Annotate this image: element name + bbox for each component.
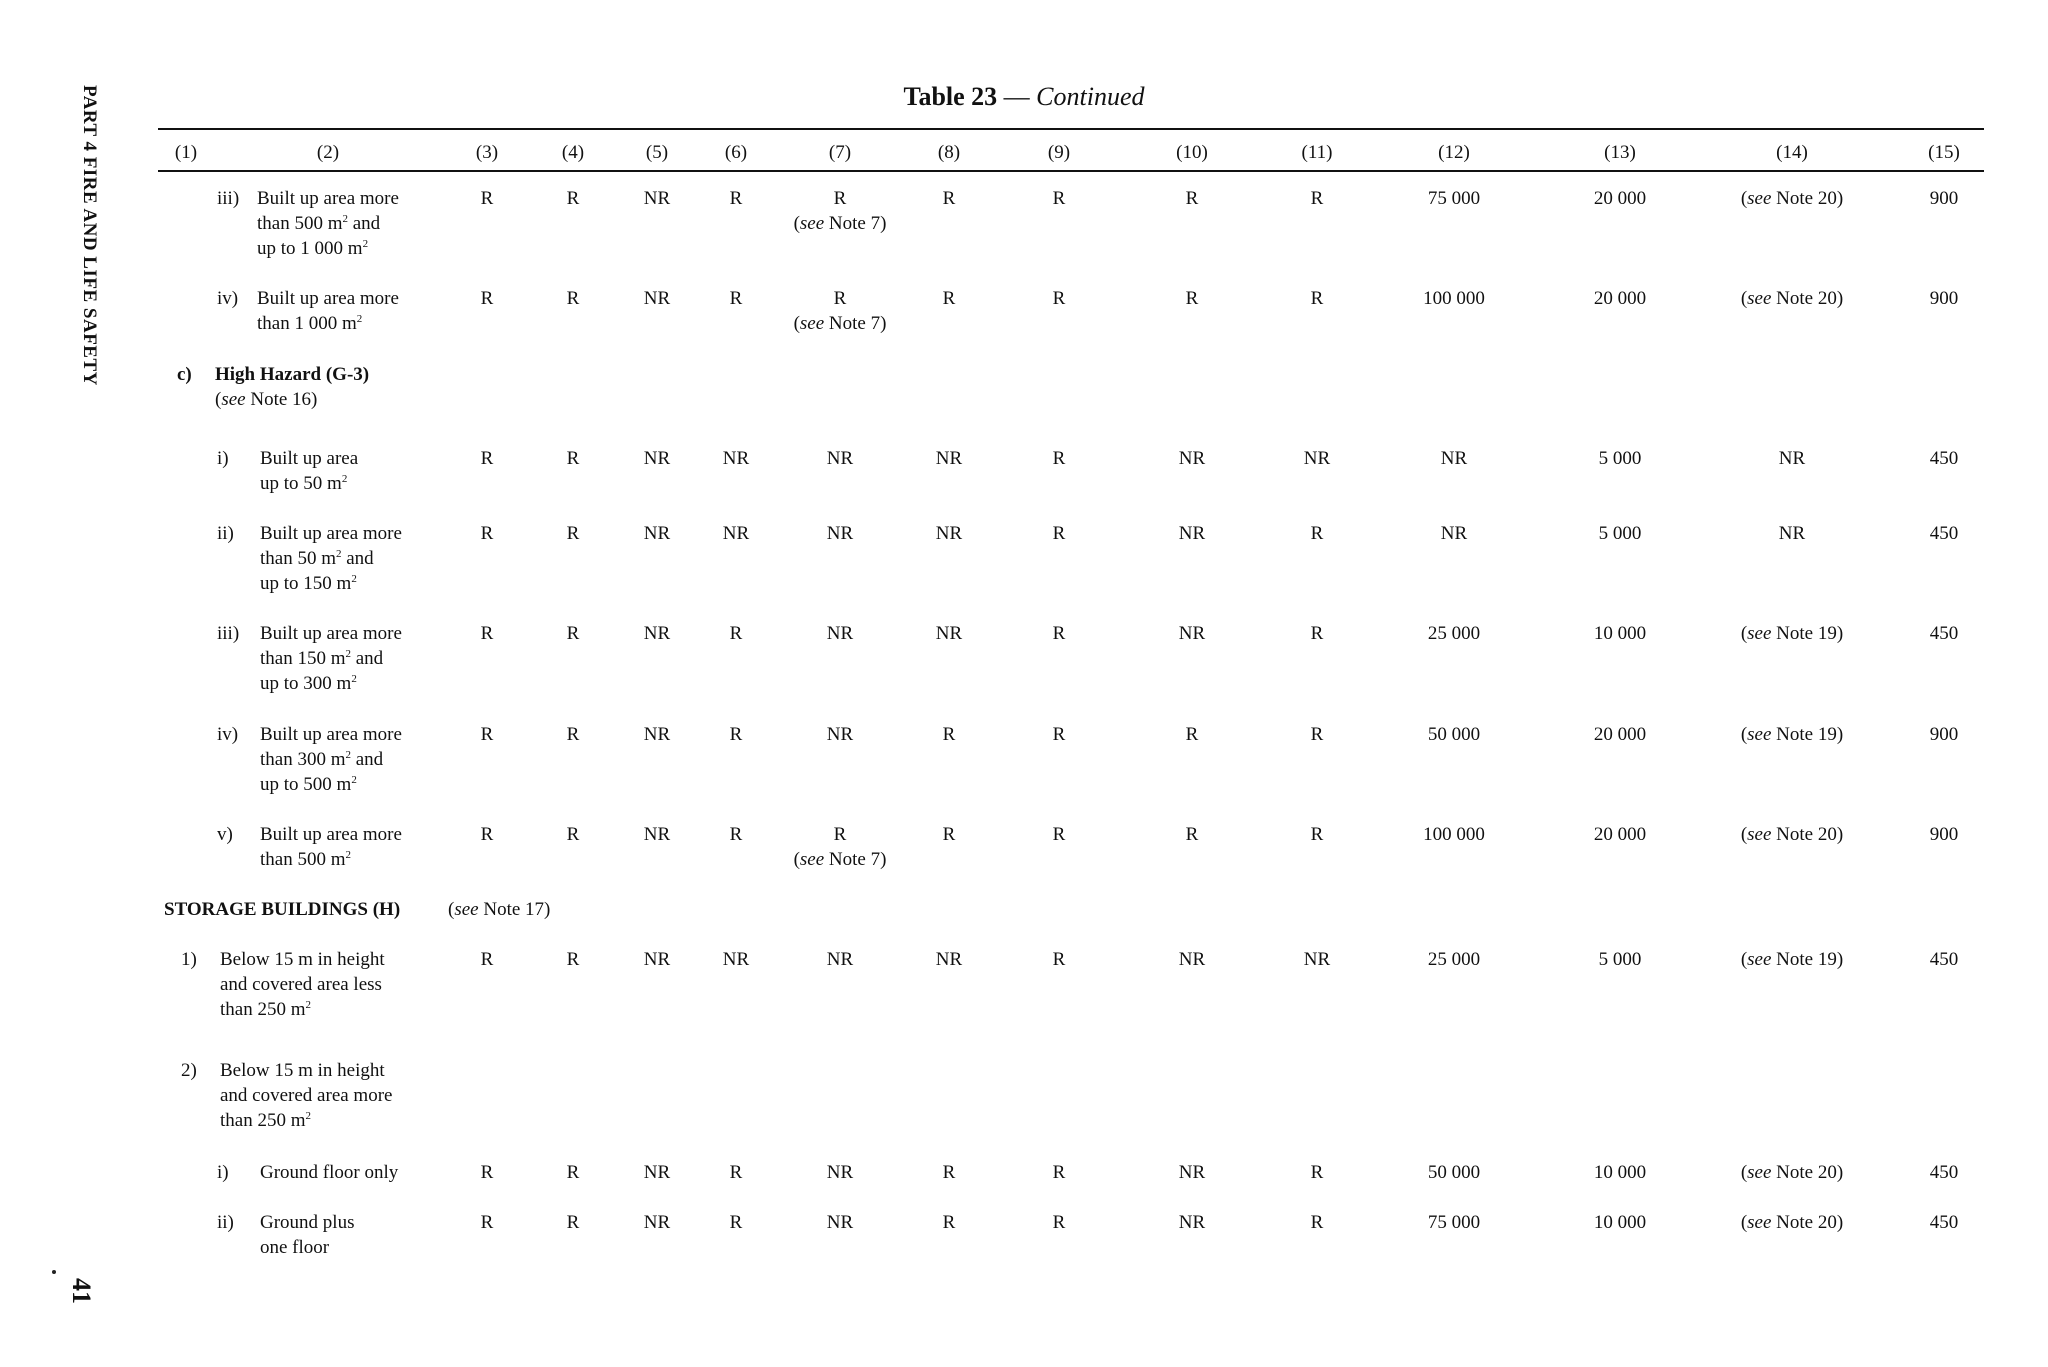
row-description: than 300 $m^2$ and xyxy=(260,749,384,770)
column-header: (6) xyxy=(724,142,748,163)
table-cell: R xyxy=(566,724,580,745)
row-label: ii) xyxy=(217,1212,234,1233)
table-cell: NR xyxy=(826,1162,854,1183)
note-ref: (see Note 7) xyxy=(793,849,887,870)
table-cell: R xyxy=(1185,288,1199,309)
table-cell: R xyxy=(729,623,743,644)
table-cell: R xyxy=(480,448,494,469)
table-cell: NR xyxy=(643,523,671,544)
table-cell: R xyxy=(1185,724,1199,745)
table-cell: NR xyxy=(643,623,671,644)
table-cell: R xyxy=(1052,448,1066,469)
table-cell: 900 xyxy=(1929,824,1959,845)
table-cell: 5 000 xyxy=(1598,949,1642,970)
row-description: than 500 $m^2$ and xyxy=(257,213,381,234)
table-cell: NR xyxy=(643,188,671,209)
row-label: v) xyxy=(217,824,233,845)
row-description: up to 300 $m^2$ xyxy=(260,673,357,694)
table-cell: 100 000 xyxy=(1423,824,1485,845)
table-cell: R xyxy=(480,1162,494,1183)
table-cell: R xyxy=(480,623,494,644)
table-cell: 450 xyxy=(1929,1212,1959,1233)
table-cell: 20 000 xyxy=(1593,824,1647,845)
row-description: Built up area xyxy=(260,448,359,469)
row-description: and covered area more xyxy=(220,1085,393,1106)
row-description: up to 1 000 $m^2$ xyxy=(257,238,369,259)
table-cell: (see Note 19) xyxy=(1740,949,1844,970)
table-cell: R xyxy=(566,188,580,209)
table-cell: R xyxy=(566,623,580,644)
table-cell: NR xyxy=(1178,949,1206,970)
table-cell: R xyxy=(942,724,956,745)
table-cell: R xyxy=(942,188,956,209)
table-cell: R xyxy=(942,288,956,309)
column-header: (3) xyxy=(475,142,499,163)
table-cell: NR xyxy=(1178,1212,1206,1233)
table-cell: R xyxy=(942,824,956,845)
table-cell: NR xyxy=(643,949,671,970)
table-cell: NR xyxy=(643,724,671,745)
table-header-rule xyxy=(158,170,1984,172)
table-cell: R xyxy=(942,1212,956,1233)
column-header: (4) xyxy=(561,142,585,163)
table-cell: R xyxy=(1310,1212,1324,1233)
row-description: Built up area more xyxy=(260,824,402,845)
table-cell: R xyxy=(729,1162,743,1183)
row-description: than 150 $m^2$ and xyxy=(260,648,384,669)
row-description: Ground floor only xyxy=(260,1162,399,1183)
table-cell: R xyxy=(1052,824,1066,845)
table-cell: 10 000 xyxy=(1593,623,1647,644)
table-cell: (see Note 19) xyxy=(1740,623,1844,644)
table-cell: NR xyxy=(1303,448,1331,469)
table-cell: NR xyxy=(643,824,671,845)
row-description: than 1 000 $m^2$ xyxy=(257,313,363,334)
table-cell: NR xyxy=(1178,448,1206,469)
table-cell: R xyxy=(566,288,580,309)
column-header: (14) xyxy=(1776,142,1808,163)
table-cell: NR xyxy=(1178,623,1206,644)
row-label: iv) xyxy=(217,288,239,309)
table-cell: NR xyxy=(722,523,750,544)
row-description: Built up area more xyxy=(260,623,402,644)
table-cell: 450 xyxy=(1929,448,1959,469)
table-cell: R xyxy=(833,288,847,309)
row-label: iii) xyxy=(217,188,240,209)
column-header: (15) xyxy=(1928,142,1960,163)
table-cell: 20 000 xyxy=(1593,724,1647,745)
row-description: Built up area more xyxy=(260,523,402,544)
row-label: iv) xyxy=(217,724,239,745)
row-description: up to 500 $m^2$ xyxy=(260,774,357,795)
row-description: Below 15 m in height xyxy=(220,949,385,970)
row-description: up to 50 $m^2$ xyxy=(260,473,348,494)
table-cell: R xyxy=(833,824,847,845)
table-cell: R xyxy=(1052,1162,1066,1183)
table-cell: R xyxy=(1310,288,1324,309)
table-cell: NR xyxy=(643,448,671,469)
caption-dash: — xyxy=(997,82,1037,111)
table-cell: 5 000 xyxy=(1598,448,1642,469)
table-cell: 50 000 xyxy=(1427,724,1481,745)
section-title: STORAGE BUILDINGS (H) xyxy=(164,899,401,920)
row-label: 2) xyxy=(181,1060,197,1081)
table-cell: 20 000 xyxy=(1593,188,1647,209)
table-cell: NR xyxy=(1178,1162,1206,1183)
table-cell: 75 000 xyxy=(1427,1212,1481,1233)
row-description: than 250 $m^2$ xyxy=(220,1110,311,1131)
column-header: (1) xyxy=(174,142,198,163)
row-description: Ground plus xyxy=(260,1212,355,1233)
note-ref: (see Note 7) xyxy=(793,213,887,234)
table-cell: 25 000 xyxy=(1427,623,1481,644)
table-cell: R xyxy=(1310,724,1324,745)
table-cell: R xyxy=(1185,188,1199,209)
table-cell: NR xyxy=(935,448,963,469)
table-cell: R xyxy=(566,448,580,469)
table-cell: R xyxy=(566,949,580,970)
table-cell: NR xyxy=(1440,448,1468,469)
row-description: than 250 $m^2$ xyxy=(220,999,311,1020)
table-cell: R xyxy=(1310,523,1324,544)
row-label: i) xyxy=(217,1162,229,1183)
section-note: (see Note 16) xyxy=(215,389,318,410)
table-cell: R xyxy=(1310,824,1324,845)
table-cell: R xyxy=(566,1212,580,1233)
table-cell: R xyxy=(566,824,580,845)
row-description: one floor xyxy=(260,1237,330,1258)
table-cell: R xyxy=(942,1162,956,1183)
table-cell: NR xyxy=(826,623,854,644)
table-cell: R xyxy=(566,1162,580,1183)
table-cell: R xyxy=(1052,949,1066,970)
row-description: and covered area less xyxy=(220,974,382,995)
table-cell: 75 000 xyxy=(1427,188,1481,209)
row-description: Built up area more xyxy=(257,188,399,209)
column-header: (9) xyxy=(1047,142,1071,163)
table-cell: R xyxy=(1185,824,1199,845)
table-cell: NR xyxy=(826,1212,854,1233)
table-cell: R xyxy=(1052,724,1066,745)
table-cell: 5 000 xyxy=(1598,523,1642,544)
table-cell: NR xyxy=(722,448,750,469)
table-cell: R xyxy=(1052,1212,1066,1233)
row-description: than 500 $m^2$ xyxy=(260,849,351,870)
column-header: (7) xyxy=(828,142,852,163)
table-cell: 450 xyxy=(1929,1162,1959,1183)
table-cell: 20 000 xyxy=(1593,288,1647,309)
table-cell: (see Note 20) xyxy=(1740,824,1844,845)
table-cell: (see Note 20) xyxy=(1740,1162,1844,1183)
note-ref: (see Note 7) xyxy=(793,313,887,334)
table-cell: R xyxy=(566,523,580,544)
table-cell: R xyxy=(833,188,847,209)
table-cell: R xyxy=(480,724,494,745)
table-cell: 450 xyxy=(1929,623,1959,644)
table-cell: 900 xyxy=(1929,288,1959,309)
table-cell: NR xyxy=(722,949,750,970)
table-cell: (see Note 20) xyxy=(1740,288,1844,309)
side-header: PART 4 FIRE AND LIFE SAFETY xyxy=(79,85,100,386)
table-cell: (see Note 19) xyxy=(1740,724,1844,745)
table-cell: NR xyxy=(935,523,963,544)
caption-title: Table 23 xyxy=(903,82,998,111)
column-header: (12) xyxy=(1438,142,1470,163)
table-cell: 450 xyxy=(1929,523,1959,544)
column-header: (2) xyxy=(316,142,340,163)
section-title: High Hazard (G-3) xyxy=(215,364,370,385)
table-cell: R xyxy=(480,1212,494,1233)
table-cell: R xyxy=(480,949,494,970)
column-header: (8) xyxy=(937,142,961,163)
table-cell: 450 xyxy=(1929,949,1959,970)
table-cell: 25 000 xyxy=(1427,949,1481,970)
row-description: Built up area more xyxy=(257,288,399,309)
table-cell: NR xyxy=(643,1212,671,1233)
row-label: 1) xyxy=(181,949,197,970)
row-description: Below 15 m in height xyxy=(220,1060,385,1081)
table-cell: 10 000 xyxy=(1593,1212,1647,1233)
margin-dot xyxy=(52,1270,56,1274)
column-header: (11) xyxy=(1301,142,1333,163)
table-cell: R xyxy=(1052,288,1066,309)
table-cell: NR xyxy=(1178,523,1206,544)
table-cell: (see Note 20) xyxy=(1740,188,1844,209)
table-cell: R xyxy=(480,288,494,309)
table-caption xyxy=(0,82,2048,112)
row-description: than 50 $m^2$ and xyxy=(260,548,374,569)
column-header: (13) xyxy=(1604,142,1636,163)
table-cell: R xyxy=(1310,188,1324,209)
table-cell: R xyxy=(729,288,743,309)
column-header: (10) xyxy=(1176,142,1208,163)
row-description: up to 150 $m^2$ xyxy=(260,573,357,594)
row-description: Built up area more xyxy=(260,724,402,745)
table-cell: R xyxy=(480,824,494,845)
table-cell: R xyxy=(729,824,743,845)
table-cell: R xyxy=(1052,523,1066,544)
table-cell: NR xyxy=(1778,448,1806,469)
table-cell: 900 xyxy=(1929,724,1959,745)
table-cell: NR xyxy=(935,949,963,970)
row-label: ii) xyxy=(217,523,234,544)
table-cell: NR xyxy=(1303,949,1331,970)
table-cell: 50 000 xyxy=(1427,1162,1481,1183)
table-cell: R xyxy=(1310,1162,1324,1183)
caption-continued: Continued xyxy=(1036,82,1145,111)
table-cell: NR xyxy=(826,724,854,745)
section-label: c) xyxy=(177,364,192,385)
table-cell: R xyxy=(480,188,494,209)
table-cell: 10 000 xyxy=(1593,1162,1647,1183)
table-top-rule xyxy=(158,128,1984,130)
column-header: (5) xyxy=(645,142,669,163)
table-cell: 900 xyxy=(1929,188,1959,209)
table-cell: R xyxy=(729,724,743,745)
table-cell: R xyxy=(1052,188,1066,209)
section-note: (see Note 17) xyxy=(448,899,551,920)
table-cell: NR xyxy=(935,623,963,644)
table-cell: R xyxy=(480,523,494,544)
row-label: iii) xyxy=(217,623,240,644)
table-cell: NR xyxy=(643,288,671,309)
table-cell: NR xyxy=(643,1162,671,1183)
row-label: i) xyxy=(217,448,229,469)
table-cell: NR xyxy=(826,949,854,970)
table-cell: R xyxy=(729,1212,743,1233)
table-cell: NR xyxy=(826,448,854,469)
table-cell: R xyxy=(1310,623,1324,644)
page-number: 41 xyxy=(67,1278,96,1304)
table-cell: NR xyxy=(1440,523,1468,544)
table-cell: 100 000 xyxy=(1423,288,1485,309)
table-cell: (see Note 20) xyxy=(1740,1212,1844,1233)
table-cell: R xyxy=(729,188,743,209)
table-cell: NR xyxy=(826,523,854,544)
table-cell: R xyxy=(1052,623,1066,644)
table-cell: NR xyxy=(1778,523,1806,544)
